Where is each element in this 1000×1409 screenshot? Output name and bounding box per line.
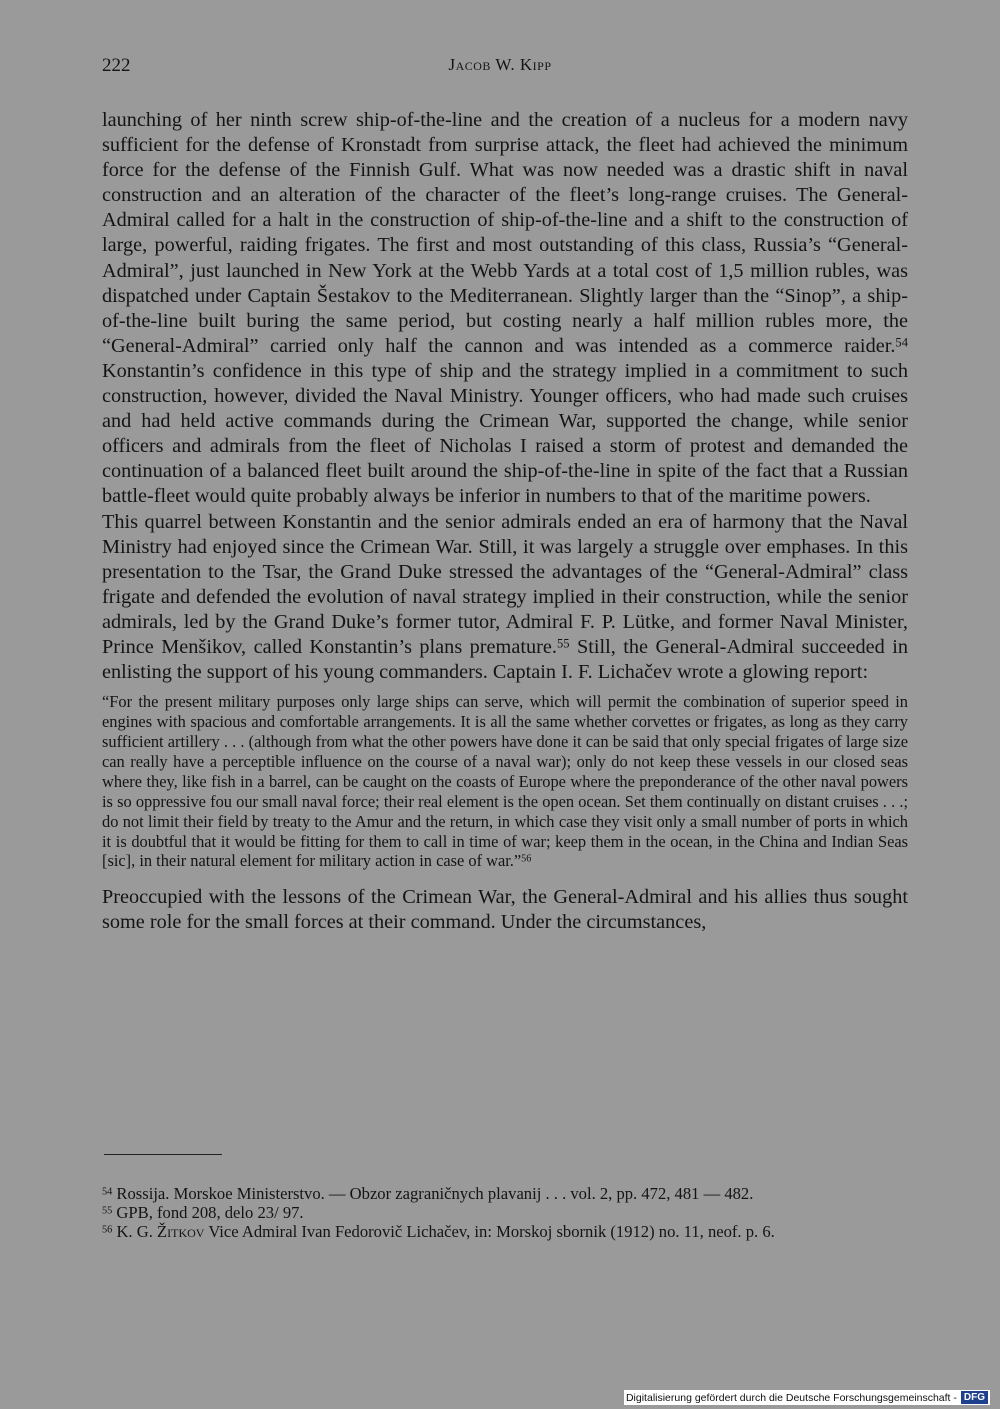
footnote-ref-56: 56: [521, 853, 532, 865]
footnote-number: 56: [102, 1224, 113, 1236]
paragraph-2: [102, 510, 908, 686]
block-quote-text: “For the present military purposes only large ships can serve, which will permit the combination of superior speed in engines with spacious and comfortable arrangements. It is all the same whether corvettes or frigates, as long as they carry sufficient artillery . . . (although from what the other powers have done it can be said that only special frigates of large size can really have a perceptible influence on the course of a naval war); only do not keep these vessels in our closed seas where they, like fish in a barrel, can be caught on the coasts of Europe where the preponderance of the other naval powers is so oppressive fou our small naval force; their real element is the open ocean. Set them continually on distant cruises . . .; do not limit their field by treaty to the Amur and the return, in which case they visit only a small number of ports in which it is doubtful that it would be fitting for them to call in time of war; keep them in the ocean, in the China and Indian Seas [sic], in their natural element for military action in case of war.”: [102, 692, 908, 871]
footnote-text: GPB, fond 208, delo 23/ 97.: [112, 1203, 304, 1223]
footnote-number: 55: [102, 1205, 113, 1217]
funding-banner-text: Digitalisierung gefördert durch die Deutsche Forschungsgemeinschaft -: [625, 1391, 957, 1404]
dfg-logo-icon: DFG: [961, 1391, 988, 1404]
footnote-text: Vice Admiral Ivan Fedorovič Lichačev, in: Morskoj sbornik (1912) no. 11, neof. p. 6.: [204, 1222, 775, 1242]
main-text: [102, 108, 908, 936]
running-head: Jacob W. Kipp: [448, 55, 552, 74]
footnote-number: 54: [102, 1186, 113, 1198]
paragraph-2-text-b: Still, the General-Admiral succeeded in enlisting the support of his young commanders. Captain I. F. Lichačev wrote a glowing report:: [102, 635, 909, 684]
footnote-54: [102, 1184, 908, 1203]
funding-banner: [624, 1390, 990, 1405]
page-number: 222: [102, 55, 131, 76]
footnote-55: [102, 1203, 908, 1222]
paragraph-1: [102, 108, 908, 510]
paragraph-3: Preoccupied with the lessons of the Crimean War, the General-Admiral and his allies thus sought some role for the small forces at their command. Under the circumstances,: [102, 886, 908, 934]
footnote-text: Rossija. Morskoe Ministerstvo. — Obzor zagraničnych plavanij . . . vol. 2, pp. 472, 481 — 482.: [112, 1184, 754, 1203]
footnotes: [102, 1184, 908, 1242]
paragraph-2-text-a: This quarrel between Konstantin and the senior admirals ended an era of harmony that the Naval Ministry had enjoyed since the Crimean War. Still, it was largely a struggle over emphases. In this presentation to the Tsar, the Grand Duke stressed the advantages of the “General-Admiral” class frigate and defended the evolution of naval strategy implied in their construction, while the senior admirals, led by the Grand Duke’s former tutor, Admiral F. P. Lütke, and former Naval Minister, Prince Menšikov, called Konstantin’s plans premature.: [102, 510, 908, 658]
block-quote: [102, 692, 908, 871]
footnote-ref-54: 54: [895, 335, 908, 350]
footnote-ref-55: 55: [556, 636, 570, 651]
paragraph-1-text-b: Konstantin’s confidence in this type of ship and the strategy implied in a commitment to such construction, however, divided the Naval Ministry. Younger officers, who had made such cruises and had held active commands during the Crimean War, supported the change, while senior officers and admirals from the fleet of Nicholas I raised a storm of protest and demanded the continuation of a balanced fleet built around the ship-of-the-line in spite of the fact that a Russian battle-fleet would quite probably always be inferior in numbers to that of the maritime powers.: [102, 359, 908, 508]
footnote-author: K. G. Žitkov: [116, 1222, 205, 1242]
paragraph-1-text-a: launching of her ninth screw ship-of-the-line and the creation of a nucleus for a modern navy sufficient for the defense of Kronstadt from surprise attack, the fleet had achieved the minimum force for the defense of the Finnish Gulf. What was now needed was a drastic shift in naval construction and an alteration of the character of the fleet’s long-range cruises. The General-Admiral called for a halt in the construction of ship-of-the-line and a shift to the construction of large, powerful, raiding frigates. The first and most outstanding of this class, Russia’s “General-Admiral”, just launched in New York at the Webb Yards at a total cost of 1,5 million rubles, was dispatched under Captain Šestakov to the Mediterranean. Slightly larger than the “Sinop”, a ship-of-the-line built buring the same period, but costing nearly a half million rubles more, the “General-Admiral” carried only half the cannon and was intended as a commerce raider.: [102, 109, 908, 357]
footnote-divider: [104, 1154, 222, 1155]
footnote-56: [102, 1222, 908, 1241]
